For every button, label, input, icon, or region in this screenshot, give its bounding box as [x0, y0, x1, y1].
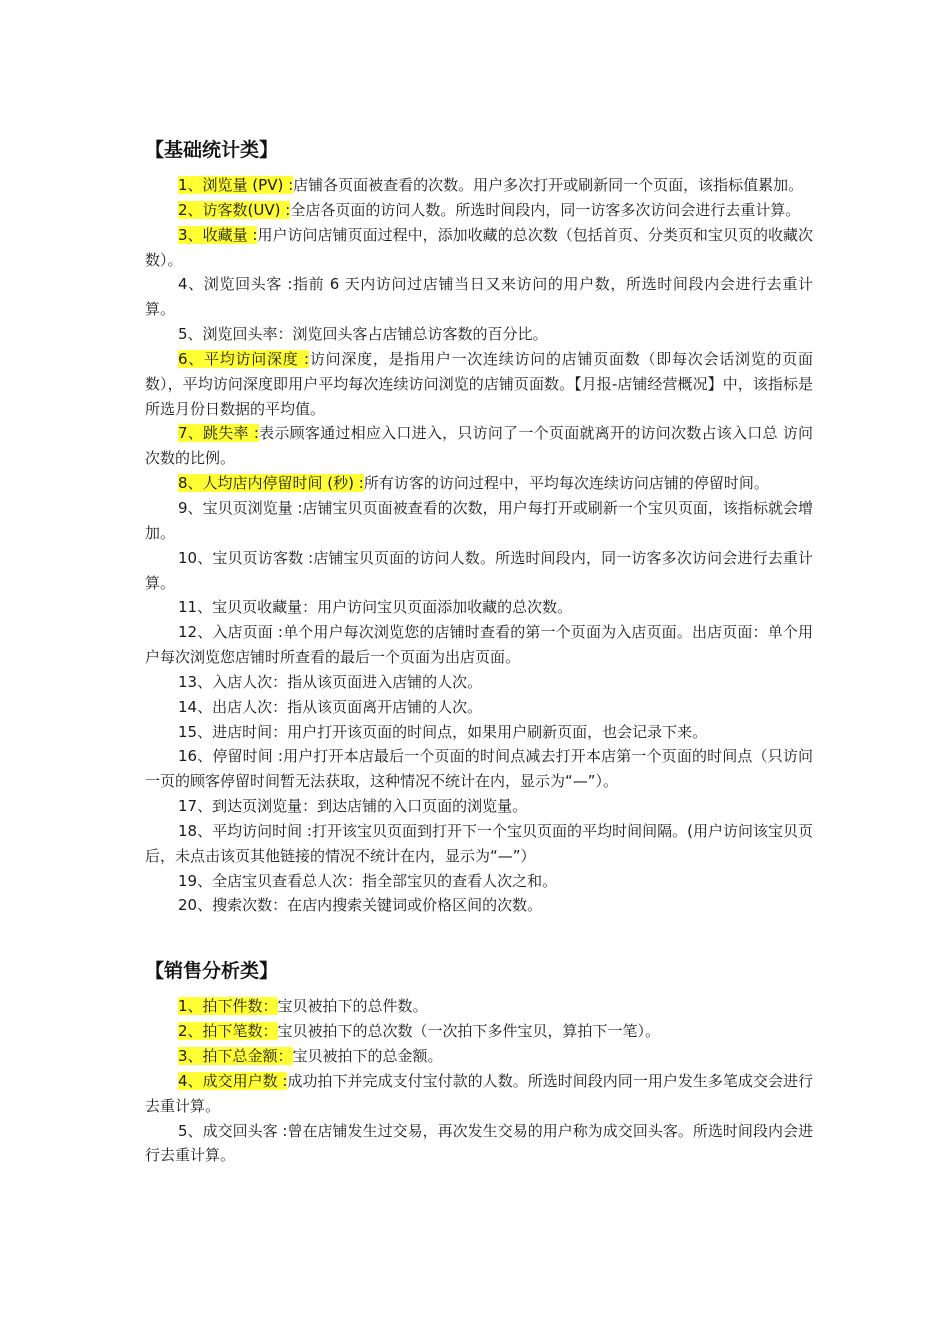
term-definition: 指前 6 天内访问过店铺当日又来访问的用户数，所选时间段内会进行去重计算。	[145, 275, 813, 319]
term-definition: 用户打开本店最后一个页面的时间点减去打开本店第一个页面的时间点（只访问一页的顾客停留时间暂无法获取，这种情况不统计在内，显示为“—”）。	[145, 747, 813, 791]
definition-item	[145, 670, 813, 695]
term-definition: 用户访问店铺页面过程中，添加收藏的总次数（包括首页、分类页和宝贝页的收藏次数）。	[145, 225, 813, 269]
definition-item	[145, 695, 813, 720]
term-definition: 成功拍下并完成支付宝付款的人数。所选时间段内同一用户发生多笔成交会进行去重计算。	[145, 1071, 813, 1115]
highlighted-term: 3、拍下总金额：	[178, 1047, 293, 1065]
section-spacer	[145, 918, 813, 954]
definition-item	[145, 546, 813, 596]
term-definition: 到达店铺的入口页面的浏览量。	[317, 797, 528, 816]
highlighted-term: 6、平均访问深度 :	[178, 349, 310, 368]
definition-item	[145, 794, 813, 819]
term-label: 9、宝贝页浏览量 :	[178, 498, 303, 517]
highlighted-term: 8、人均店内停留时间 (秒) :	[178, 474, 364, 493]
term-definition: 浏览回头客占店铺总访客数的百分比。	[292, 325, 548, 344]
term-definition: 全店各页面的访问人数。所选时间段内，同一访客多次访问会进行去重计算。	[290, 200, 801, 219]
definition-item	[145, 720, 813, 745]
term-definition: 宝贝被拍下的总金额。	[292, 1047, 443, 1065]
term-label: 15、进店时间：	[178, 722, 288, 741]
definition-item	[145, 471, 813, 496]
highlighted-term: 2、访客数(UV) :	[178, 200, 291, 219]
term-definition: 店铺各页面被查看的次数。用户多次打开或刷新同一个页面，该指标值累加。	[293, 176, 804, 194]
section-title: 【销售分析类】	[145, 960, 279, 983]
definition-item	[145, 1119, 813, 1169]
term-definition: 曾在店铺发生过交易，再次发生交易的用户称为成交回头客。所选时间段内会进行去重计算。	[145, 1121, 813, 1165]
term-definition: 指从该页面进入店铺的人次。	[287, 672, 483, 691]
term-label: 13、入店人次：	[178, 672, 288, 691]
term-definition: 表示顾客通过相应入口进入，只访问了一个页面就离开的访问次数占该入口总 访问次数的比例。	[145, 424, 813, 468]
definition-item	[145, 869, 813, 894]
term-label: 17、到达页浏览量：	[178, 797, 318, 816]
definition-item	[145, 620, 813, 670]
definition-item	[145, 347, 813, 422]
definition-item	[145, 496, 813, 546]
definition-item	[145, 322, 813, 347]
term-definition: 打开该宝贝页面到打开下一个宝贝页面的平均时间间隔。(用户访问该宝贝页后，未点击该页其他链接的情况不统计在内，显示为“—”）	[145, 821, 813, 865]
term-label: 12、入店页面 :	[178, 623, 283, 642]
highlighted-term: 2、拍下笔数：	[178, 1022, 278, 1041]
term-definition: 用户打开该页面的时间点，如果用户刷新页面，也会记录下来。	[287, 722, 708, 741]
term-definition: 所有访客的访问过程中，平均每次连续访问店铺的停留时间。	[363, 474, 769, 493]
definition-item	[145, 1069, 813, 1119]
term-definition: 访问深度，是指用户一次连续访问的店铺页面数（即每次会话浏览的页面数），平均访问深度即用户平均每次连续访问浏览的店铺页面数。【月报-店铺经营概况】中，该指标是所选月份日数据的平均值。	[145, 349, 813, 418]
definition-item	[145, 819, 813, 869]
term-label: 16、停留时间 :	[178, 747, 283, 766]
section-title: 【基础统计类】	[145, 139, 279, 161]
definition-item	[145, 595, 813, 620]
definition-item	[145, 1044, 813, 1069]
term-label: 20、搜索次数：	[178, 896, 288, 915]
term-label: 5、成交回头客 :	[178, 1121, 288, 1140]
definition-item	[145, 893, 813, 918]
term-definition: 店铺宝贝页面被查看的次数，用户每打开或刷新一个宝贝页面，该指标就会增加。	[145, 498, 813, 542]
definition-item	[145, 223, 813, 273]
definition-item	[145, 173, 813, 198]
definition-item	[145, 994, 813, 1019]
definition-item	[145, 1019, 813, 1044]
term-label: 18、平均访问时间 :	[178, 821, 312, 840]
definition-item	[145, 744, 813, 794]
term-label: 5、浏览回头率：	[178, 325, 293, 344]
term-label: 14、出店人次：	[178, 697, 288, 716]
highlighted-term: 7、跳失率 :	[178, 424, 259, 443]
term-label: 10、宝贝页访客数 :	[178, 548, 314, 567]
term-definition: 指全部宝贝的查看人次之和。	[362, 871, 558, 890]
highlighted-term: 1、拍下件数：	[178, 997, 278, 1016]
term-definition: 用户访问宝贝页面添加收藏的总次数。	[317, 598, 573, 617]
term-label: 11、宝贝页收藏量：	[178, 598, 318, 617]
document-body	[145, 133, 813, 1168]
term-label: 19、全店宝贝查看总人次：	[178, 871, 363, 890]
term-definition: 店铺宝贝页面的访问人数。所选时间段内，同一访客多次访问会进行去重计算。	[145, 548, 813, 592]
definition-item	[145, 272, 813, 322]
term-definition: 宝贝被拍下的总件数。	[277, 997, 428, 1016]
term-definition: 指从该页面离开店铺的人次。	[287, 697, 483, 716]
highlighted-term: 4、成交用户数 :	[178, 1071, 288, 1090]
term-label: 4、浏览回头客 :	[178, 275, 293, 294]
highlighted-term: 1、浏览量 (PV) :	[178, 176, 294, 194]
term-definition: 单个用户每次浏览您的店铺时查看的第一个页面为入店页面。出店页面：单个用户每次浏览您店铺时所查看的最后一个页面为出店页面。	[145, 623, 813, 667]
highlighted-term: 3、收藏量 :	[178, 225, 258, 244]
definition-item	[145, 421, 813, 471]
definition-item	[145, 198, 813, 223]
term-definition: 宝贝被拍下的总次数（一次拍下多件宝贝，算拍下一笔）。	[277, 1022, 661, 1041]
term-definition: 在店内搜索关键词或价格区间的次数。	[287, 896, 543, 915]
